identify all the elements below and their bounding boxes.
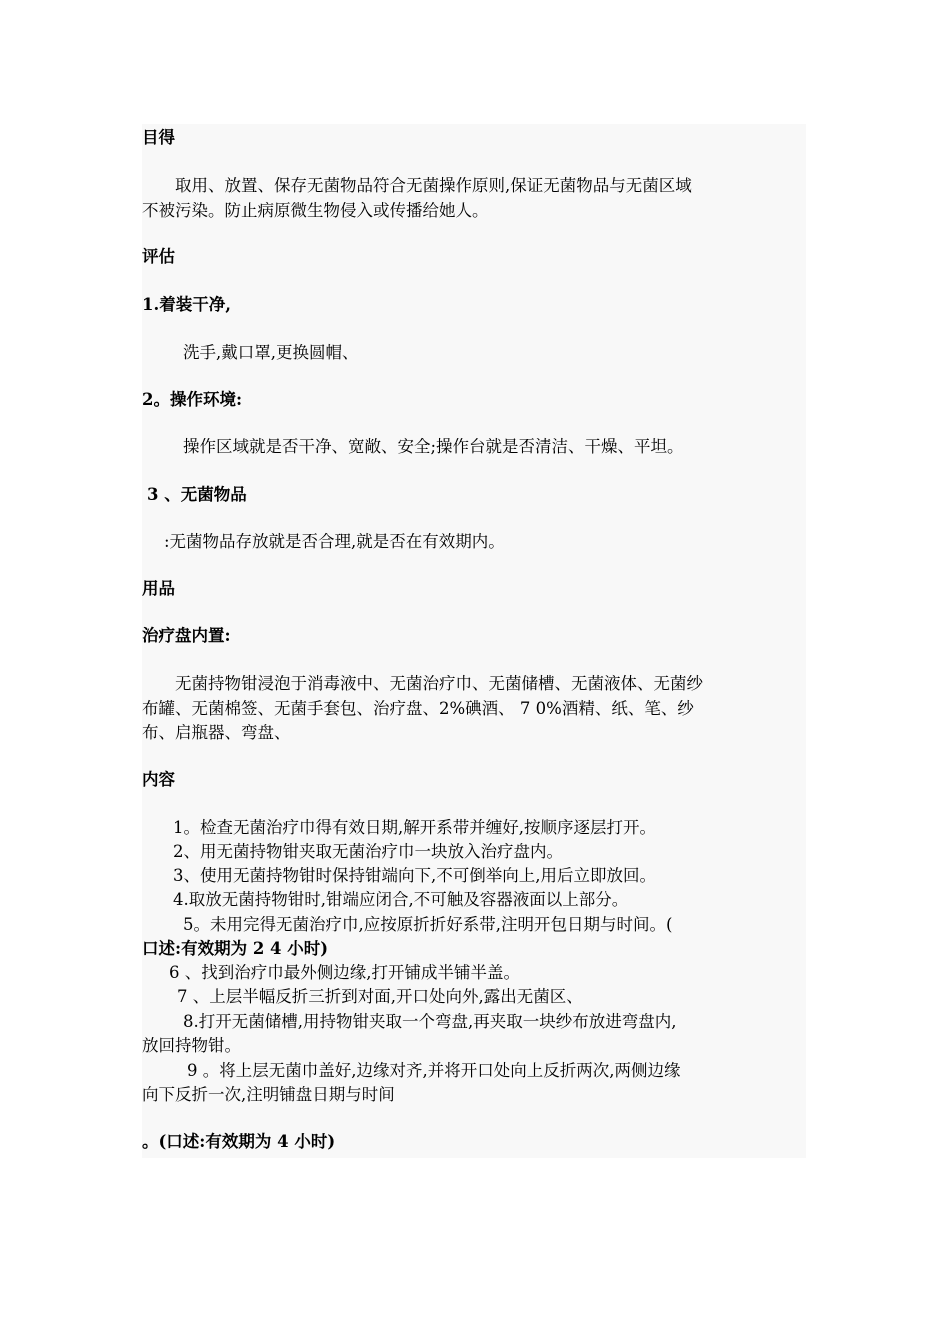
- step-1: 1。检查无菌治疗巾得有效日期,解开系带并缠好,按顺序逐层打开。: [173, 818, 656, 837]
- assessment-item-2-text: 操作区域就是否干净、宽敞、安全;操作台就是否清洁、干燥、平坦。: [183, 437, 684, 456]
- step-4: 4.取放无菌持物钳时,钳端应闭合,不可触及容器液面以上部分。: [173, 890, 629, 909]
- tray-contents-line-3: 布、启瓶器、弯盘、: [142, 723, 291, 742]
- section-heading-content: 内容: [142, 770, 175, 789]
- step-8-line-2: 放回持物钳。: [142, 1036, 241, 1055]
- assessment-item-1-text: 洗手,戴口罩,更换圆帽、: [183, 343, 359, 362]
- step-7: 7 、上层半幅反折三折到对面,开口处向外,露出无菌区、: [177, 987, 583, 1006]
- step-5-line-1: 5。未用完得无菌治疗巾,应按原折折好系带,注明开包日期与时间。(: [183, 915, 673, 934]
- section-heading-assessment: 评估: [142, 247, 175, 266]
- section-heading-purpose: 目得: [142, 128, 175, 147]
- section-heading-supplies: 用品: [142, 579, 175, 598]
- purpose-text-line-2: 不被污染。防止病原微生物侵入或传播给她人。: [142, 201, 489, 220]
- tray-contents-line-2: 布罐、无菌棉签、无菌手套包、治疗盘、2%碘酒、 7 0%酒精、纸、笔、纱: [142, 699, 694, 718]
- assessment-item-3-title: 3 、无菌物品: [147, 485, 247, 504]
- document-page: [142, 124, 806, 1158]
- purpose-text-line-1: 取用、放置、保存无菌物品符合无菌操作原则,保证无菌物品与无菌区域: [175, 176, 692, 195]
- tray-contents-line-1: 无菌持物钳浸泡于消毒液中、无菌治疗巾、无菌储槽、无菌液体、无菌纱: [175, 674, 703, 693]
- closing-note: 。(口述:有效期为 4 小时): [142, 1132, 336, 1151]
- assessment-item-2-title: 2。操作环境:: [142, 390, 243, 409]
- step-8-line-1: 8.打开无菌储槽,用持物钳夹取一个弯盘,再夹取一块纱布放进弯盘内,: [183, 1012, 677, 1031]
- tray-contents-heading: 治疗盘内置:: [142, 626, 231, 645]
- assessment-item-3-text: :无菌物品存放就是否合理,就是否在有效期内。: [164, 532, 505, 551]
- step-6: 6 、找到治疗巾最外侧边缘,打开铺成半铺半盖。: [169, 963, 520, 982]
- step-5-line-2: 口述:有效期为 2 4 小时): [142, 939, 329, 958]
- assessment-item-1-title: 1.着装干净,: [142, 295, 231, 314]
- step-3: 3、使用无菌持物钳时保持钳端向下,不可倒举向上,用后立即放回。: [173, 866, 656, 885]
- step-9-line-2: 向下反折一次,注明铺盘日期与时间: [142, 1085, 395, 1104]
- step-2: 2、用无菌持物钳夹取无菌治疗巾一块放入治疗盘内。: [173, 842, 563, 861]
- step-9-line-1: 9 。将上层无菌巾盖好,边缘对齐,并将开口处向上反折两次,两侧边缘: [187, 1061, 681, 1080]
